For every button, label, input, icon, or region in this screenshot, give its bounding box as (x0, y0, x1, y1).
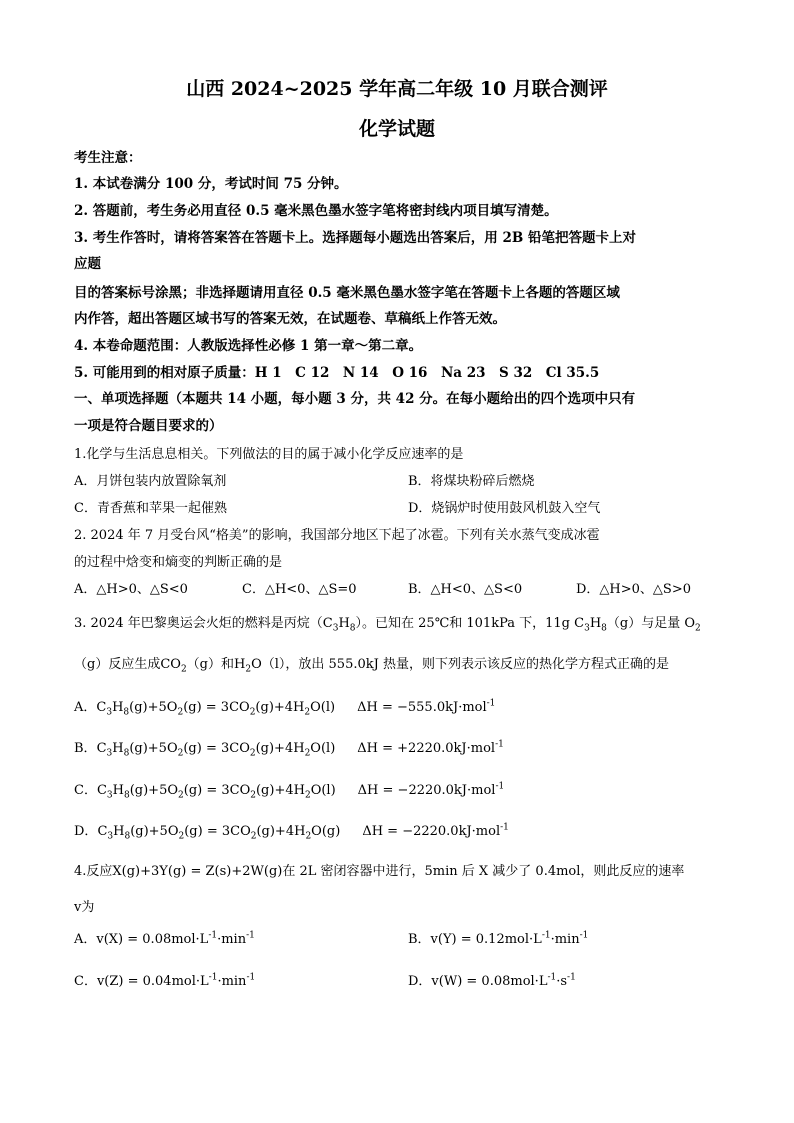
notice-heading: 考生注意： (74, 150, 142, 166)
notice-item-3-cont3: 内作答，超出答题区域书写的答案无效，在试题卷、草稿纸上作答无效。 (74, 311, 506, 327)
q3-option-c: C．$C_3H_8(g)+5O_2(g) = 3CO_2(g)+4H_2O(l) \Delta H = -2220.0kJ\cdot mol^{-1}$ (74, 781, 505, 801)
q1-option-d: D．烧锅炉时使用鼓风机鼓入空气 (408, 501, 601, 516)
q3-option-d: D．$C_3H_8(g)+5O_2(g) = 3CO_2(g)+4H_2O(g) \Delta H = -2220.0kJ\cdot mol^{-1}$ (74, 822, 509, 842)
q1-option-c: C．青香蕉和苹果一起催熟 (74, 501, 227, 516)
q2-option-c: C．△H<0、△S=0 (242, 582, 357, 597)
q4-option-d: D．$v(W) = 0.08mol\cdot L^{-1}\cdot s^{-1}$ (408, 972, 576, 989)
exam-title: 山西 2024~2025 学年高二年级 10 月联合测评 (186, 78, 608, 100)
notice-item-4: 4. 本卷命题范围：人教版选择性必修 1 第一章～第二章。 (74, 338, 423, 354)
q4-stem: 4.反应X(g)+3Y(g) = Z(s)+2W(g)在 2L 密闭容器中进行，5min 后 X 减少了 0.4mol，则此反应的速率 (74, 864, 685, 879)
notice-item-3-cont: 应题 (74, 256, 101, 272)
q3-stem: 3. 2024 年巴黎奥运会火炬的燃料是丙烷$(C_3H_8)$。已知在 25℃和 101kPa 下，11g $C_3H_8(g)$与足量 $O_2$ (74, 616, 701, 634)
q3-option-a: A．$C_3H_8(g)+5O_2(g) = 3CO_2(g)+4H_2O(l) \Delta H = -555.0kJ\cdot mol^{-1}$ (74, 698, 496, 718)
notice-item-1: 1. 本试卷满分 100 分，考试时间 75 分钟。 (74, 176, 348, 192)
q2-option-b: B．△H<0、△S<0 (408, 582, 523, 597)
section-heading: 一、单项选择题（本题共 14 小题，每小题 3 分，共 42 分。在每小题给出的四个选项中只有 (74, 391, 636, 407)
q2-stem: 2. 2024 年 7 月受台风“格美”的影响，我国部分地区下起了冰雹。下列有关水蒸气变成冰雹 (74, 528, 600, 543)
q4-option-a: A．$v(X) = 0.08mol\cdot L^{-1}\cdot\min^{-1}$ (74, 930, 255, 947)
q3-stem-cont: （g）反应生成$CO_2(g)$和$H_2O(l)$，放出 555.0kJ 热量，则下列表示该反应的热化学方程式正确的是 (74, 657, 669, 675)
notice-item-3: 3. 考生作答时，请将答案答在答题卡上。选择题每小题选出答案后，用 2B 铅笔把答题卡上对 (74, 230, 636, 246)
q4-stem-cont: v为 (74, 900, 95, 915)
q2-stem-cont: 的过程中焓变和熵变的判断正确的是 (74, 555, 283, 570)
section-heading-cont: 一项是符合题目要求的） (74, 418, 223, 434)
q1-option-a: A．月饼包装内放置除氧剂 (74, 474, 227, 489)
q1-option-b: B．将煤块粉碎后燃烧 (408, 474, 535, 489)
q1-stem: 1.化学与生活息息相关。下列做法的目的属于减小化学反应速率的是 (74, 447, 464, 462)
exam-subtitle: 化学试题 (358, 118, 435, 140)
q2-option-a: A．△H>0、△S<0 (74, 582, 188, 597)
notice-item-2: 2. 答题前，考生务必用直径 0.5 毫米黑色墨水签字笔将密封线内项目填写清楚。 (74, 203, 558, 219)
notice-item-5: 5. 可能用到的相对原子质量：H 1 C 12 N 14 O 16 Na 23 S 32 Cl 35.5 (74, 365, 600, 381)
q2-option-d: D．△H>0、△S>0 (576, 582, 691, 597)
notice-item-3-cont2: 目的答案标号涂黑；非选择题请用直径 0.5 毫米黑色墨水签字笔在答题卡上各题的答题区域 (74, 285, 620, 301)
q4-option-c: C．$v(Z) = 0.04mol\cdot L^{-1}\cdot\min^{-1}$ (74, 972, 256, 989)
q4-option-b: B．$v(Y) = 0.12mol\cdot L^{-1}\cdot\min^{-1}$ (408, 930, 589, 947)
q3-option-b: B．$C_3H_8(g)+5O_2(g) = 3CO_2(g)+4H_2O(l) \Delta H = +2220.0kJ\cdot mol^{-1}$ (74, 739, 504, 759)
